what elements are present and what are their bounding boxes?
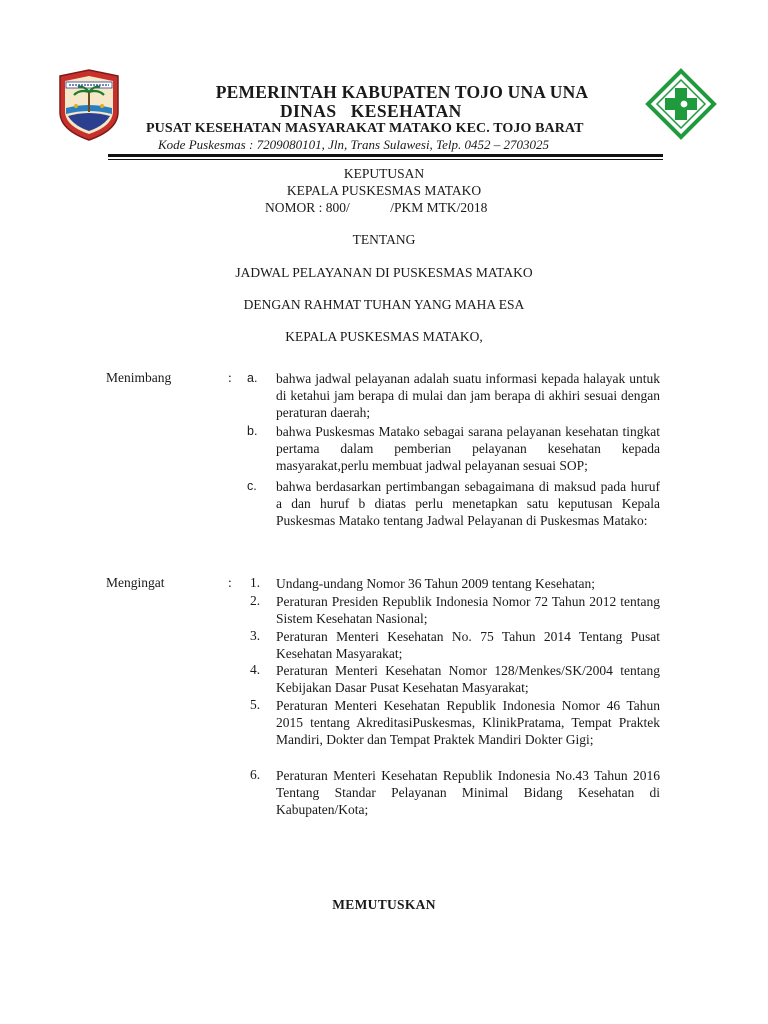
- mengingat-marker-3: 3.: [250, 628, 261, 643]
- letterhead-institution: PUSAT KESEHATAN MASYARAKAT MATAKO KEC. TOJO BARAT: [146, 121, 584, 136]
- regency-emblem-icon: [56, 68, 122, 142]
- menimbang-colon: :: [228, 370, 232, 385]
- letterhead-rule-thin: [108, 159, 663, 160]
- mengingat-item-2: Peraturan Presiden Republik Indonesia Nomor 72 Tahun 2012 tentang Sistem Kesehatan Nasional;: [276, 594, 660, 627]
- mengingat-marker-5: 5.: [250, 697, 261, 712]
- letterhead-rule-thick: [108, 154, 663, 157]
- mengingat-item-4: Peraturan Menteri Kesehatan Nomor 128/Menkes/SK/2004 tentang Kebijakan Dasar Pusat Kesehatan Masyarakat;: [276, 663, 660, 696]
- puskesmas-logo-icon: [645, 68, 717, 140]
- mengingat-marker-2: 2.: [250, 593, 261, 608]
- mengingat-label: Mengingat: [106, 575, 165, 590]
- menimbang-item-b: bahwa Puskesmas Matako sebagai sarana pelayanan kesehatan tingkat pertama dalam pemberian pelayanan kesehatan kepada masyarakat,perlu membuat jadwal pelayanan sesuai SOP;: [276, 424, 660, 474]
- mengingat-marker-6: 6.: [250, 767, 261, 782]
- mengingat-item-3: Peraturan Menteri Kesehatan No. 75 Tahun 2014 Tentang Pusat Kesehatan Masyarakat;: [276, 629, 660, 662]
- mengingat-item-6: Peraturan Menteri Kesehatan Republik Indonesia No.43 Tahun 2016 Tentang Standar Pelayanan Minimal Bidang Kesehatan di Kabupaten/Kota;: [276, 768, 660, 818]
- menimbang-item-c: bahwa berdasarkan pertimbangan sebagaimana di maksud pada huruf a dan huruf b diatas perlu menetapkan satu keputusan Kepala Puskesmas Matako tentang Jadwal Pelayanan di Puskesmas Matako:: [276, 479, 660, 529]
- menimbang-marker-c: c.: [247, 479, 257, 493]
- decree-subject: JADWAL PELAYANAN DI PUSKESMAS MATAKO: [235, 265, 533, 280]
- letterhead-government: PEMERINTAH KABUPATEN TOJO UNA UNA: [215, 82, 589, 102]
- decree-issuer: KEPALA PUSKESMAS MATAKO: [286, 183, 482, 198]
- mengingat-colon: :: [228, 575, 232, 590]
- mengingat-item-1: Undang-undang Nomor 36 Tahun 2009 tentang Kesehatan;: [276, 576, 595, 591]
- decree-tentang: TENTANG: [352, 232, 416, 247]
- mengingat-marker-1: 1.: [250, 575, 261, 590]
- letterhead-department: DINAS KESEHATAN: [280, 101, 462, 121]
- letterhead-address: Kode Puskesmas : 7209080101, Jln, Trans Sulawesi, Telp. 0452 – 2703025: [158, 137, 549, 152]
- menimbang-label: Menimbang: [106, 370, 172, 385]
- memutuskan-heading: MEMUTUSKAN: [332, 897, 436, 912]
- mengingat-item-5: Peraturan Menteri Kesehatan Republik Indonesia Nomor 46 Tahun 2015 tentang AkreditasiPuskesmas, KlinikPratama, Tempat Praktek Mandiri, Dokter dan Tempat Praktek Mandiri Dokter Gigi;: [276, 698, 660, 748]
- menimbang-marker-a: a.: [247, 371, 258, 385]
- decree-number: NOMOR : 800/ /PKM MTK/2018: [265, 200, 488, 215]
- decree-invocation: DENGAN RAHMAT TUHAN YANG MAHA ESA: [243, 297, 525, 312]
- menimbang-item-a: bahwa jadwal pelayanan adalah suatu informasi kepada halayak untuk di ketahui jam berapa di mulai dan jam berapa di akhiri sesuai dengan peraturan daerah;: [276, 371, 660, 421]
- mengingat-marker-4: 4.: [250, 662, 261, 677]
- menimbang-marker-b: b.: [247, 424, 258, 438]
- decree-heading: KEPUTUSAN: [343, 166, 425, 181]
- decree-official: KEPALA PUSKESMAS MATAKO,: [285, 329, 483, 344]
